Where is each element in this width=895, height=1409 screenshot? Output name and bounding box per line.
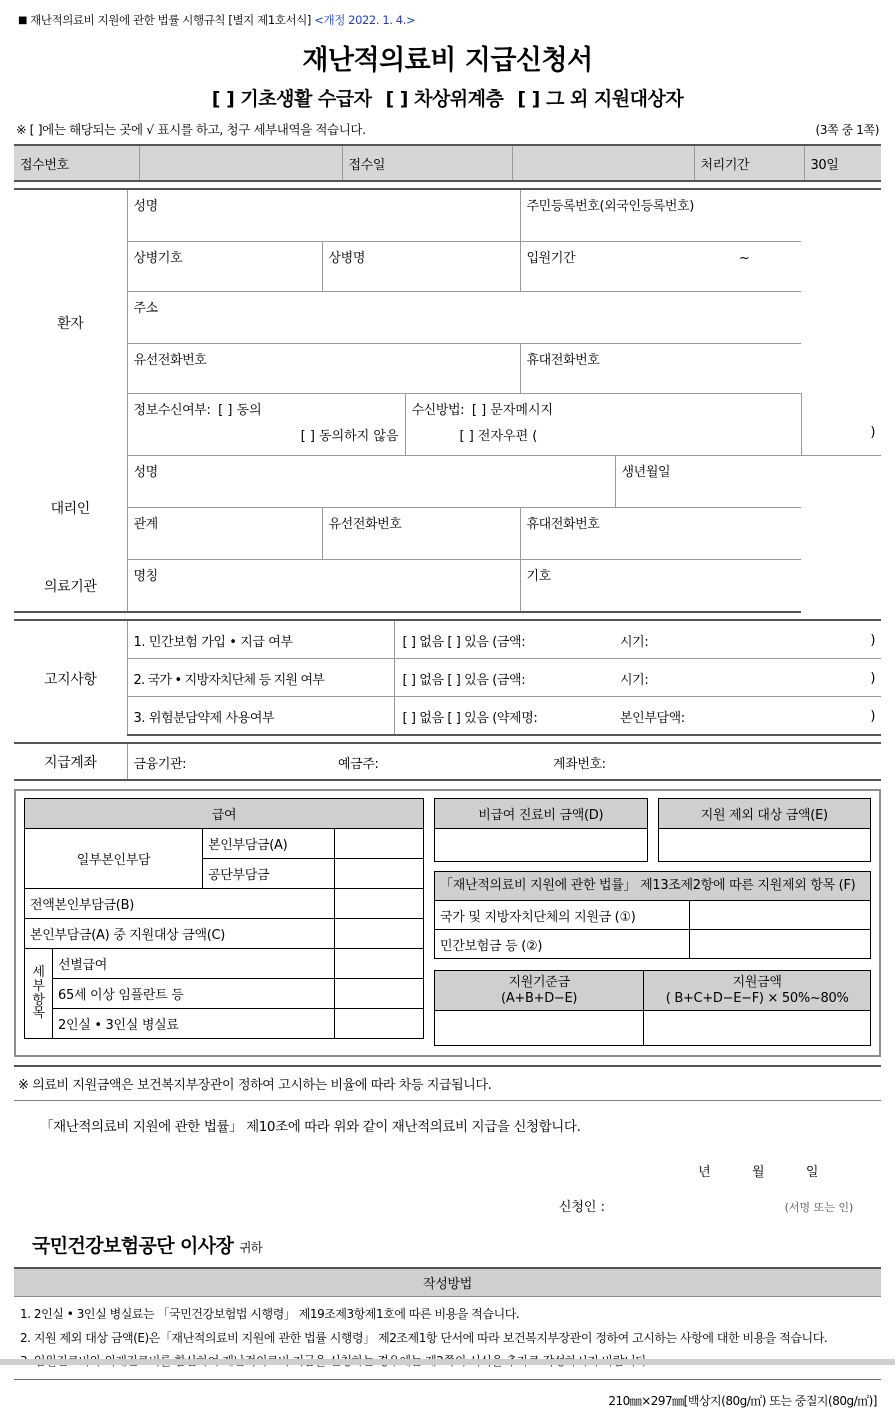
agent-relation-cell[interactable] bbox=[127, 508, 322, 560]
patient-landline-label: 유선전화번호 bbox=[133, 353, 207, 368]
beneficiary-type-row bbox=[14, 84, 881, 111]
amounts-panel bbox=[14, 789, 881, 1057]
benefit-table-wrap bbox=[24, 798, 424, 1046]
full-self-pay-b-value[interactable] bbox=[335, 889, 424, 919]
year-label: 년 bbox=[698, 1165, 711, 1181]
detail-row-2-label: 65세 이상 임플란트 등 bbox=[53, 979, 335, 1009]
receipt-date-label: 접수일 bbox=[342, 145, 512, 181]
agent-landline-label: 유선전화번호 bbox=[328, 517, 402, 532]
method-email-close-paren: ) bbox=[801, 425, 881, 456]
admission-period-cell[interactable] bbox=[520, 242, 801, 292]
notice-close-2: ) bbox=[794, 659, 881, 697]
day-label: 일 bbox=[805, 1165, 819, 1181]
excluded-e-table bbox=[658, 798, 872, 862]
non-benefit-d-table bbox=[434, 798, 648, 862]
notice-options-2[interactable] bbox=[394, 659, 614, 697]
non-benefit-d-value[interactable] bbox=[435, 829, 648, 862]
receive-method-label: 수신방법: bbox=[411, 403, 465, 418]
processing-period-value: 30일 bbox=[810, 157, 839, 173]
form-reference-text: 재난적의료비 지원에 관한 법률 시행규칙 [별지 제1호서식] bbox=[30, 13, 311, 27]
checkbox-notice-2-none[interactable]: [ ] 없음 bbox=[402, 672, 444, 688]
method-label-cell bbox=[405, 394, 801, 426]
payment-account-table bbox=[14, 742, 881, 781]
notice-question-3: 3. 위험분담약제 사용여부 bbox=[127, 697, 394, 736]
excluded-e-value[interactable] bbox=[658, 829, 871, 862]
detail-row-3-label: 2인실 • 3인실 병실료 bbox=[53, 1009, 335, 1039]
supported-c-label: 본인부담금(A) 중 지원대상 금액(C) bbox=[25, 919, 335, 949]
checkbox-near-poverty[interactable]: [ ] 차상위계층 bbox=[385, 88, 504, 110]
agent-name-label: 성명 bbox=[133, 465, 158, 480]
howto-list bbox=[14, 1297, 881, 1380]
applicant-label: 신청인 : bbox=[558, 1200, 605, 1216]
non-benefit-d-label: 비급여 진료비 금액(D) bbox=[435, 799, 648, 829]
consent-disagree-cell bbox=[127, 425, 405, 456]
form-revision-date: <개정 2022. 1. 4.> bbox=[314, 13, 416, 27]
checkbox-notice-1-none[interactable]: [ ] 없음 bbox=[402, 634, 444, 650]
excluded-items-f-table bbox=[434, 871, 871, 959]
agent-mobile-label: 휴대전화번호 bbox=[526, 517, 600, 532]
howto-title: 작성방법 bbox=[14, 1269, 881, 1297]
amounts-right-column bbox=[434, 798, 871, 1046]
agent-mobile-cell[interactable] bbox=[520, 508, 801, 560]
notice-options-3[interactable] bbox=[394, 697, 614, 736]
partial-self-pay-label: 일부본인부담 bbox=[25, 829, 203, 889]
checkbox-consent-agree[interactable]: [ ] 동의 bbox=[218, 403, 262, 418]
detail-row-2-value[interactable] bbox=[335, 979, 424, 1009]
consent-label: 정보수신여부: bbox=[133, 403, 211, 418]
excluded-f-row-2-label: 민간보험금 등 (②) bbox=[435, 930, 690, 959]
notice-extra-3: 본인부담액: bbox=[614, 697, 794, 736]
corp-pay-value[interactable] bbox=[335, 859, 424, 889]
admission-period-label: 입원기간 bbox=[526, 251, 576, 266]
checkbox-consent-disagree[interactable]: [ ] 동의하지 않음 bbox=[300, 429, 399, 444]
supported-c-value[interactable] bbox=[335, 919, 424, 949]
detail-items-label: 세 부 항 목 bbox=[25, 949, 53, 1039]
bullet-square-icon: ■ bbox=[18, 15, 28, 26]
support-amount-title: 지원금액 bbox=[732, 975, 782, 990]
standard-amount-title: 지원기준금 bbox=[508, 975, 570, 990]
patient-section-label: 환자 bbox=[14, 189, 127, 456]
checkbox-basic-livelihood[interactable]: [ ] 기초생활 수급자 bbox=[211, 88, 372, 110]
excluded-f-row-1-label: 국가 및 지방자치단체의 지원금 (①) bbox=[435, 901, 690, 930]
patient-landline-cell[interactable] bbox=[127, 344, 520, 394]
de-row bbox=[434, 798, 871, 862]
applicant-line bbox=[14, 1196, 881, 1215]
fill-instruction-text: ※ [ ]에는 해당되는 곳에 √ 표시를 하고, 청구 세부내역을 적습니다. bbox=[16, 122, 366, 137]
patient-address-cell[interactable] bbox=[127, 292, 801, 344]
institution-name-label: 명칭 bbox=[133, 569, 158, 584]
checkbox-method-email[interactable]: [ ] 전자우편 ( bbox=[459, 429, 538, 444]
receipt-number-label: 접수번호 bbox=[14, 145, 139, 181]
notice-close-3: ) bbox=[794, 697, 881, 736]
notice-close-1: ) bbox=[794, 620, 881, 659]
notice-options-1[interactable] bbox=[394, 620, 614, 659]
instruction-row bbox=[14, 120, 881, 138]
agent-landline-cell[interactable] bbox=[322, 508, 520, 560]
notices-section-label: 고지사항 bbox=[14, 620, 127, 735]
notice-extra-1: 시기: bbox=[614, 620, 794, 659]
disease-code-cell[interactable] bbox=[127, 242, 322, 292]
institution-name-cell[interactable] bbox=[127, 560, 520, 613]
notice-extra-2: 시기: bbox=[614, 659, 794, 697]
star-note: ※ 의료비 지원금액은 보건복지부장관이 정하여 고시하는 비율에 따라 차등 지급됩니다. bbox=[14, 1065, 881, 1101]
patient-rrn-cell[interactable] bbox=[520, 189, 801, 242]
standard-amount-value[interactable] bbox=[435, 1011, 644, 1046]
applicant-info-table bbox=[14, 188, 881, 613]
recipient-name: 국민건강보험공단 이사장 bbox=[32, 1235, 234, 1258]
checkbox-notice-3-exists[interactable]: [ ] 있음 (약제명: bbox=[447, 710, 538, 726]
institution-section-label: 의료기관 bbox=[14, 560, 127, 613]
processing-period-label: 처리기간 bbox=[694, 145, 804, 181]
institution-code-label: 기호 bbox=[526, 569, 551, 584]
date-line bbox=[14, 1161, 881, 1180]
checkbox-notice-1-exists[interactable]: [ ] 있음 (금액: bbox=[447, 634, 526, 650]
excluded-f-row-2-value[interactable] bbox=[690, 930, 871, 959]
institution-code-cell[interactable] bbox=[520, 560, 801, 613]
patient-name-label: 성명 bbox=[133, 199, 158, 214]
signature-note: (서명 또는 인) bbox=[784, 1201, 854, 1215]
excluded-f-row-1-value[interactable] bbox=[690, 901, 871, 930]
notices-table bbox=[14, 619, 881, 736]
form-reference-line bbox=[18, 12, 881, 28]
disease-name-label: 상병명 bbox=[328, 251, 365, 266]
full-self-pay-b-label: 전액본인부담금(B) bbox=[25, 889, 335, 919]
detail-row-3-value[interactable] bbox=[335, 1009, 424, 1039]
receipt-date-value[interactable] bbox=[512, 145, 694, 181]
agent-birth-label: 생년월일 bbox=[621, 465, 671, 480]
page-title: 재난적의료비 지급신청서 bbox=[302, 45, 593, 76]
support-amount-formula: ( B+C+D−E−F) × 50%~80% bbox=[665, 990, 849, 1006]
receipt-number-value[interactable] bbox=[139, 145, 342, 181]
checkbox-other-support-target[interactable]: [ ] 그 외 지원대상자 bbox=[517, 88, 684, 110]
consent-label-cell bbox=[127, 394, 405, 426]
month-label: 월 bbox=[752, 1165, 765, 1181]
agent-relation-label: 관계 bbox=[133, 517, 158, 532]
self-pay-a-label: 본인부담금(A) bbox=[203, 829, 335, 859]
howto-item: 1. 2인실 • 3인실 병실료는 「국민건강보험법 시행령」 제19조제3항제1호에 따른 비용을 적습니다. bbox=[20, 1307, 520, 1322]
patient-mobile-cell[interactable] bbox=[520, 344, 801, 394]
patient-name-cell[interactable] bbox=[127, 189, 520, 242]
page-indicator: (3쪽 중 1쪽) bbox=[815, 123, 879, 137]
patient-rrn-label: 주민등록번호(외국인등록번호) bbox=[526, 199, 694, 214]
declaration-text: 「재난적의료비 지원에 관한 법률」 제10조에 따라 위와 같이 재난적의료비 지급을 신청합니다. bbox=[40, 1119, 581, 1136]
benefit-table bbox=[24, 798, 424, 1039]
account-bank-label[interactable]: 금융기관: bbox=[133, 756, 187, 772]
patient-address-label: 주소 bbox=[133, 301, 158, 316]
method-email-cell bbox=[405, 425, 801, 456]
support-amount-header bbox=[644, 971, 871, 1011]
corp-pay-label: 공단부담금 bbox=[203, 859, 335, 889]
account-holder-label[interactable]: 예금주: bbox=[338, 756, 379, 772]
notice-question-1: 1. 민간보험 가입 • 지급 여부 bbox=[127, 620, 394, 659]
recipient-suffix: 귀하 bbox=[239, 1240, 263, 1256]
checkbox-method-sms[interactable]: [ ] 문자메시지 bbox=[471, 403, 554, 418]
support-summary-table bbox=[434, 970, 871, 1046]
paper-spec: 210㎜×297㎜[백상지(80g/㎡) 또는 중질지(80g/㎡)] bbox=[608, 1393, 877, 1408]
receipt-table bbox=[14, 144, 881, 182]
detail-row-1-label: 선별급여 bbox=[53, 949, 335, 979]
howto-item: 2. 지원 제외 대상 금액(E)은「재난적의료비 지원에 관한 법률 시행령」 제2조제1항 단서에 따라 보건복지부장관이 정하여 고시하는 사항에 대한 비용을 적습니다. bbox=[20, 1330, 828, 1345]
agent-birth-cell[interactable] bbox=[615, 456, 801, 508]
recipient-line bbox=[14, 1231, 881, 1258]
bottom-bar bbox=[0, 1359, 895, 1365]
account-section-label: 지급계좌 bbox=[14, 743, 127, 780]
patient-mobile-label: 휴대전화번호 bbox=[526, 353, 600, 368]
standard-amount-header bbox=[435, 971, 644, 1011]
agent-name-cell[interactable] bbox=[127, 456, 615, 508]
detail-row-1-value[interactable] bbox=[335, 949, 424, 979]
notice-question-2: 2. 국가 • 지방자치단체 등 지원 여부 bbox=[127, 659, 394, 697]
excluded-f-header: 「재난적의료비 지원에 관한 법률」 제13조제2항에 따른 지원제외 항목 (F) bbox=[435, 872, 871, 901]
standard-amount-formula: (A+B+D−E) bbox=[501, 990, 578, 1006]
agent-section-label: 대리인 bbox=[14, 456, 127, 560]
excluded-e-label: 지원 제외 대상 금액(E) bbox=[658, 799, 871, 829]
self-pay-a-value[interactable] bbox=[335, 829, 424, 859]
disease-name-cell[interactable] bbox=[322, 242, 520, 292]
checkbox-notice-3-none[interactable]: [ ] 없음 bbox=[402, 710, 444, 726]
support-amount-value[interactable] bbox=[644, 1011, 871, 1046]
checkbox-notice-2-exists[interactable]: [ ] 있음 (금액: bbox=[447, 672, 526, 688]
admission-period-range: ~ bbox=[738, 251, 750, 266]
account-number-label[interactable]: 계좌번호: bbox=[553, 756, 606, 772]
benefit-header: 급여 bbox=[25, 799, 424, 829]
disease-code-label: 상병기호 bbox=[133, 251, 183, 266]
